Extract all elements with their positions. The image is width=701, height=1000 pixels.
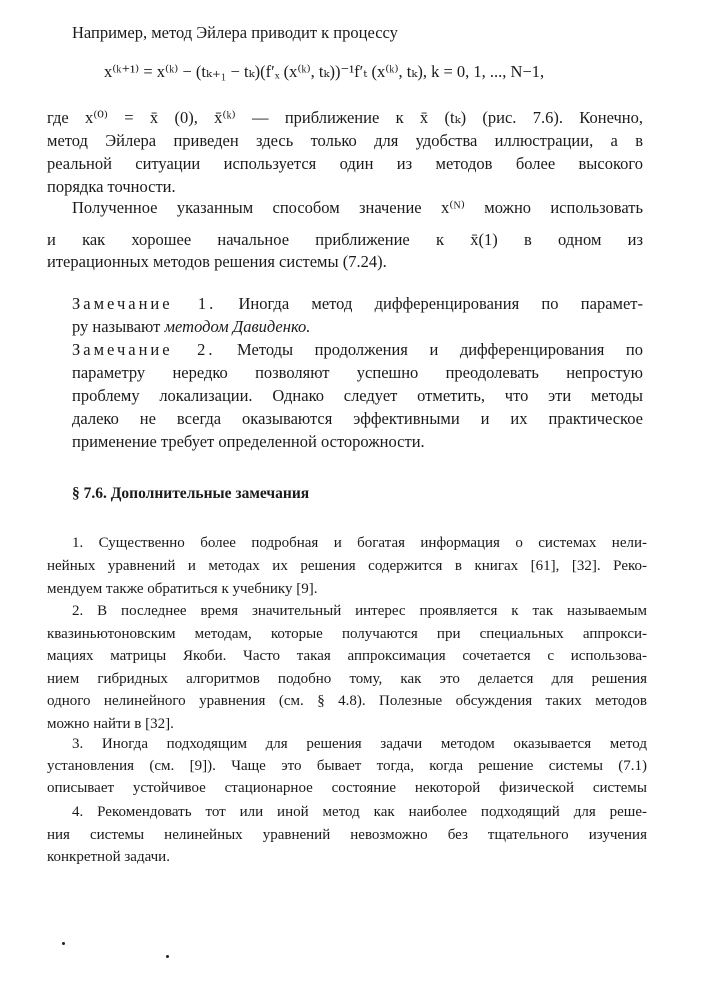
paragraph2-line-4: порядка точности.	[47, 177, 176, 196]
remark1-line-1	[72, 293, 643, 315]
item3-line-1: 3. Иногда подходящим для решения задачи методом оказывается метод	[72, 736, 647, 752]
remark2-line-1	[72, 339, 643, 361]
item2-line-5: одного нелинейного уравнения (см. § 4.8). Полезные обсуждения таких методов	[47, 693, 647, 709]
item2-line-4: нием гибридных алгоритмов подобно тому, как это делается для решения	[47, 671, 647, 687]
paragraph-euler-lead: Например, метод Эйлера приводит к процессу	[72, 23, 398, 42]
remark2-line-4: далеко не всегда оказываются эффективными и их практическое	[72, 409, 643, 428]
item2-line-3: мациях матрицы Якоби. Часто такая аппроксимация сочетается с использова-	[47, 648, 647, 664]
item2-line-6: можно найти в [32].	[47, 716, 174, 732]
paragraph3-line-1: Полученное указанным способом значение x⁽ᴺ⁾ можно использовать	[72, 198, 643, 217]
item1-line-1: 1. Существенно более подробная и богатая информация о системах нели-	[72, 535, 647, 551]
paragraph3-line-3: итерационных методов решения системы (7.24).	[47, 252, 387, 271]
remark2-line-5: применение требует определенной осторожности.	[72, 432, 425, 451]
item4-line-3: конкретной задачи.	[47, 849, 170, 865]
remark1-italic: методом Давиденко.	[164, 317, 311, 336]
scan-speck	[62, 942, 65, 945]
euler-formula: x⁽ᵏ⁺¹⁾ = x⁽ᵏ⁾ − (tₖ₊₁ − tₖ)(f′ₓ (x⁽ᵏ⁾, tₖ))⁻¹f′ₜ (x⁽ᵏ⁾, tₖ), k = 0, 1, ..., N−1,	[104, 62, 545, 81]
remark2-line-2: параметру нередко позволяют успешно преодолевать непростую	[72, 363, 643, 382]
scan-speck	[166, 955, 169, 958]
paragraph2-line-1: где x⁽⁰⁾ = x̄ (0), x̄⁽ᵏ⁾ — приближение к x̄ (tₖ) (рис. 7.6). Конечно,	[47, 108, 643, 127]
remark1-line-2	[72, 316, 310, 338]
paragraph2-line-2: метод Эйлера приведен здесь только для удобства иллюстрации, а в	[47, 131, 643, 150]
item4-line-1: 4. Рекомендовать тот или иной метод как наиболее подходящий для реше-	[72, 804, 647, 820]
item1-line-2: нейных уравнений и методах их решения содержится в книгах [61], [32]. Реко-	[47, 558, 647, 574]
item1-line-3: мендуем также обратиться к учебнику [9].	[47, 581, 318, 597]
remark2-line-3: проблему локализации. Однако следует отметить, что эти методы	[72, 386, 643, 405]
section-heading: § 7.6. Дополнительные замечания	[72, 485, 310, 502]
paragraph2-line-3: реальной ситуации используется один из методов более высокого	[47, 154, 643, 173]
remark2-text-1: Методы продолжения и дифференцирования по	[237, 340, 643, 359]
item4-line-2: ния системы нелинейных уравнений невозможно без тщательного изучения	[47, 827, 647, 843]
item2-line-1: 2. В последнее время значительный интерес проявляется к так называемым	[72, 603, 647, 619]
remark1-text-2: ру называют	[72, 317, 165, 336]
remark1-text-1: Иногда метод дифференцирования по парамет-	[238, 294, 643, 313]
item3-line-2: установления (см. [9]). Чаще это бывает тогда, когда решение системы (7.1)	[47, 758, 647, 774]
remark1-label: Замечание 1.	[72, 294, 217, 313]
item2-line-2: квазиньютоновским методам, которые получаются при специальных аппрокси-	[47, 626, 647, 642]
paragraph3-line-2: и как хорошее начальное приближение к x̄(1) в одном из	[47, 230, 643, 249]
remark2-label: Замечание 2.	[72, 340, 216, 359]
item3-line-3: описывает устойчивое стационарное состояние некоторой физической системы	[47, 780, 647, 796]
